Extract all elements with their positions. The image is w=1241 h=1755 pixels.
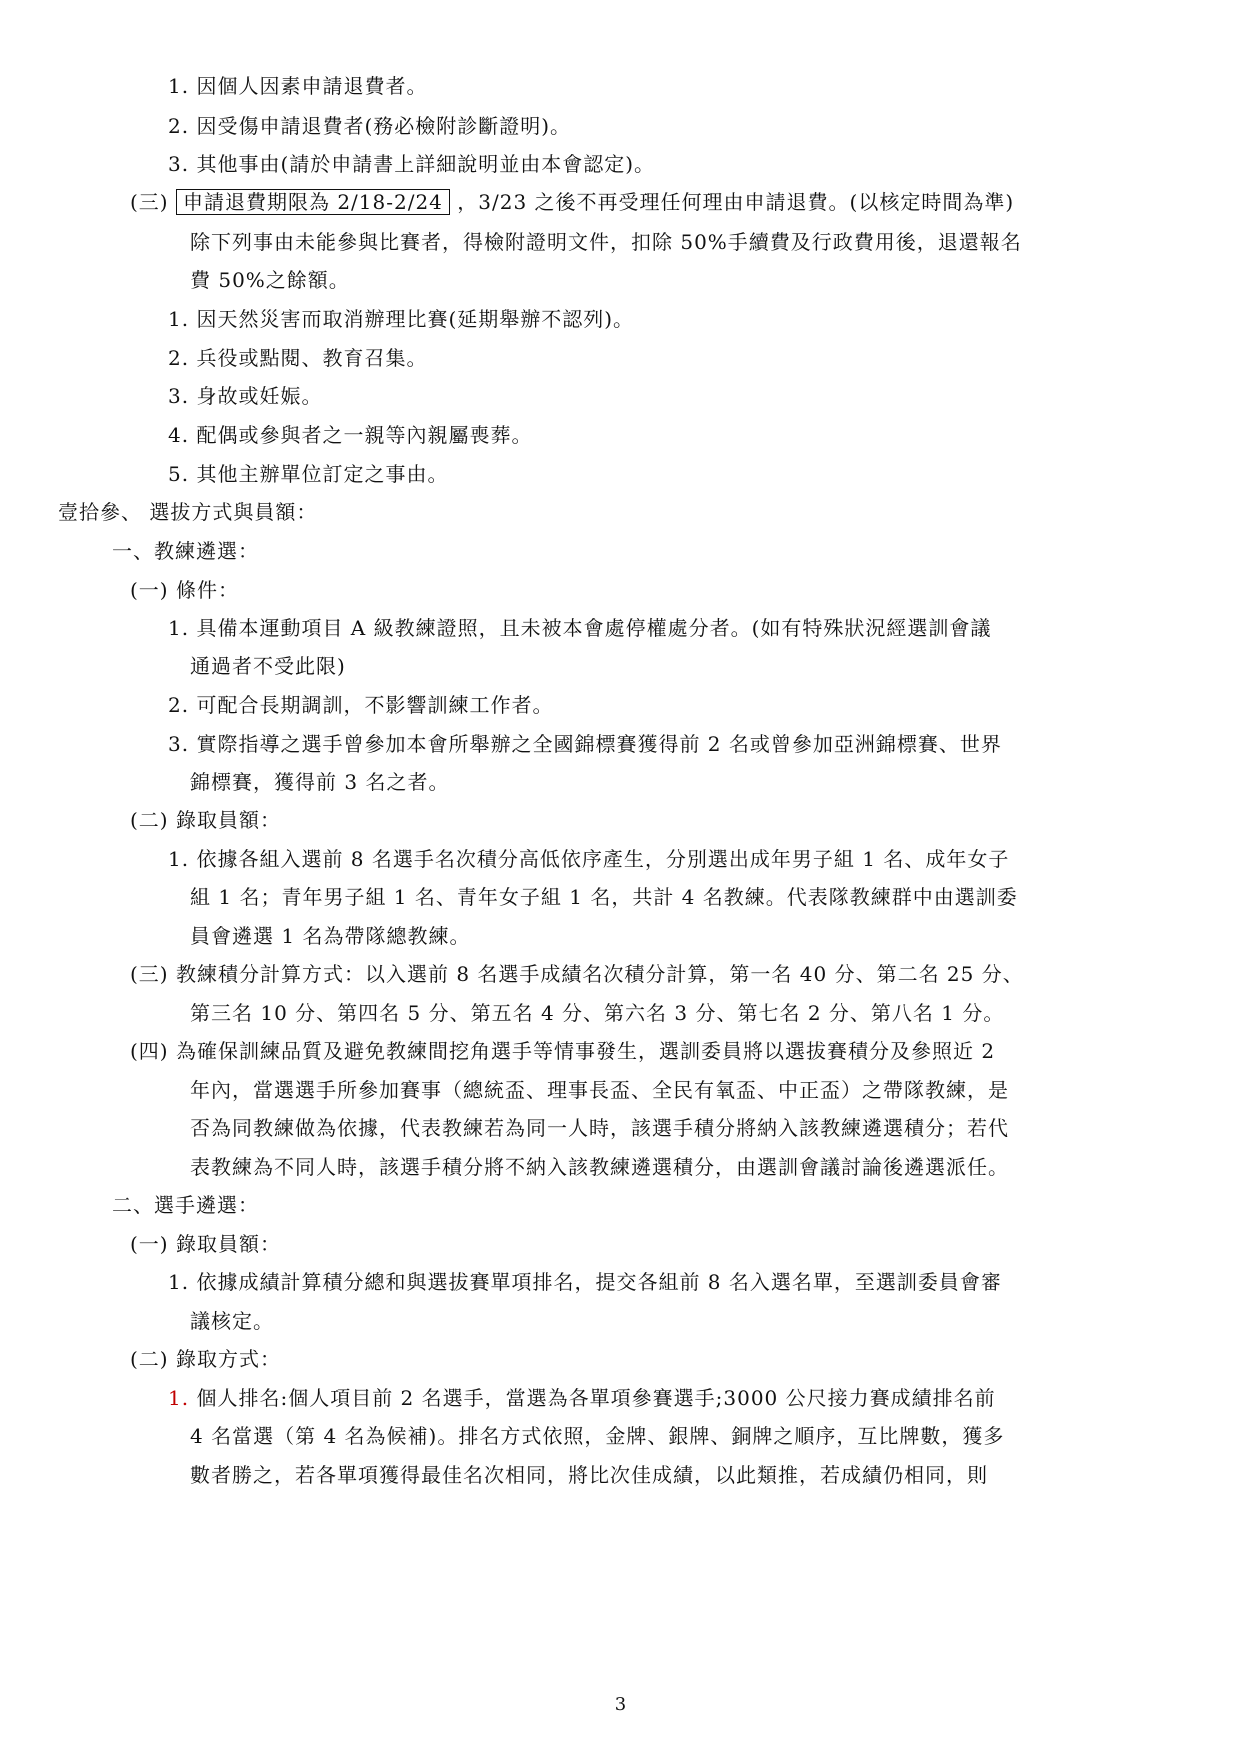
section-marker: (三)	[130, 190, 169, 214]
list-item: 3. 實際指導之選手曾參加本會所舉辦之全國錦標賽獲得前 2 名或曾參加亞洲錦標賽、世界	[168, 732, 1002, 756]
paragraph-line: 組 1 名；青年男子組 1 名、青年女子組 1 名，共計 4 名教練。代表隊教練群中由選訓委	[190, 885, 1018, 909]
subsection-heading: 二、選手遴選：	[112, 1193, 259, 1217]
paragraph-line: 第三名 10 分、第四名 5 分、第五名 4 分、第六名 3 分、第七名 2 分、第八名 1 分。	[190, 1001, 1005, 1025]
list-number-highlighted: 1.	[168, 1386, 190, 1410]
clause-paragraph: (四) 為確保訓練品質及避免教練間挖角選手等情事發生，選訓委員將以選拔賽積分及參照近 2	[130, 1039, 996, 1063]
list-item: 1. 依據各組入選前 8 名選手名次積分高低依序產生，分別選出成年男子組 1 名、成年女子	[168, 847, 1010, 871]
paragraph-line: 通過者不受此限)	[190, 654, 346, 678]
refund-deadline-paragraph	[130, 188, 1014, 216]
page-number: 3	[614, 1694, 627, 1715]
clause-heading: (一) 條件：	[130, 578, 239, 602]
paragraph-line: 表教練為不同人時，該選手積分將不納入該教練遴選積分，由選訓會議討論後遴選派任。	[190, 1155, 1009, 1179]
exception-item-5: 5. 其他主辦單位訂定之事由。	[168, 462, 449, 486]
refund-item-3: 3. 其他事由(請於申請書上詳細說明並由本會認定)。	[168, 152, 656, 176]
section-heading: 壹拾參、 選拔方式與員額：	[58, 500, 318, 524]
paragraph-line: 否為同教練做為依據，代表教練若為同一人時，該選手積分將納入該教練遴選積分；若代	[190, 1116, 1009, 1140]
refund-deadline-rest: ，3/23 之後不再受理任何理由申請退費。(以核定時間為準)	[457, 190, 1015, 214]
exception-item-1: 1. 因天然災害而取消辦理比賽(延期舉辦不認列)。	[168, 307, 635, 331]
list-item: 1. 依據成績計算積分總和與選拔賽單項排名，提交各組前 8 名入選名單，至選訓委員會審	[168, 1270, 1002, 1294]
list-item-text: 個人排名:個人項目前 2 名選手，當選為各單項參賽選手;3000 公尺接力賽成績排名前	[189, 1386, 996, 1410]
exception-item-3: 3. 身故或妊娠。	[168, 384, 323, 408]
exception-item-2: 2. 兵役或點閱、教育召集。	[168, 346, 428, 370]
paragraph-line: 數者勝之，若各單項獲得最佳名次相同，將比次佳成績，以此類推，若成績仍相同，則	[190, 1463, 988, 1487]
refund-deadline-box: 申請退費期限為 2/18-2/24	[176, 189, 450, 215]
clause-heading: (一) 錄取員額：	[130, 1232, 281, 1256]
clause-heading: (二) 錄取方式：	[130, 1347, 281, 1371]
paragraph-line: 員會遴選 1 名為帶隊總教練。	[190, 924, 471, 948]
subsection-heading: 一、教練遴選：	[112, 539, 259, 563]
paragraph-line: 費 50%之餘額。	[190, 268, 350, 292]
paragraph-line: 4 名當選（第 4 名為候補)。排名方式依照，金牌、銀牌、銅牌之順序，互比牌數，獲多	[190, 1424, 1005, 1448]
clause-paragraph: (三) 教練積分計算方式：以入選前 8 名選手成績名次積分計算，第一名 40 分、第二名 25 分、	[130, 962, 1024, 986]
paragraph-line: 年內，當選選手所參加賽事（總統盃、理事長盃、全民有氧盃、中正盃）之帶隊教練，是	[190, 1078, 1009, 1102]
list-item	[168, 1384, 996, 1412]
list-item: 2. 可配合長期調訓，不影響訓練工作者。	[168, 693, 554, 717]
list-item: 1. 具備本運動項目 A 級教練證照，且未被本會處停權處分者。(如有特殊狀況經選訓會議	[168, 616, 992, 640]
clause-heading: (二) 錄取員額：	[130, 808, 281, 832]
paragraph-line: 除下列事由未能參與比賽者，得檢附證明文件，扣除 50%手續費及行政費用後，退還報名	[190, 230, 1022, 254]
exception-item-4: 4. 配偶或參與者之一親等內親屬喪葬。	[168, 423, 533, 447]
paragraph-line: 議核定。	[190, 1309, 274, 1333]
refund-item-2: 2. 因受傷申請退費者(務必檢附診斷證明)。	[168, 114, 572, 138]
refund-item-1: 1. 因個人因素申請退費者。	[168, 74, 428, 98]
paragraph-line: 錦標賽，獲得前 3 名之者。	[190, 770, 450, 794]
